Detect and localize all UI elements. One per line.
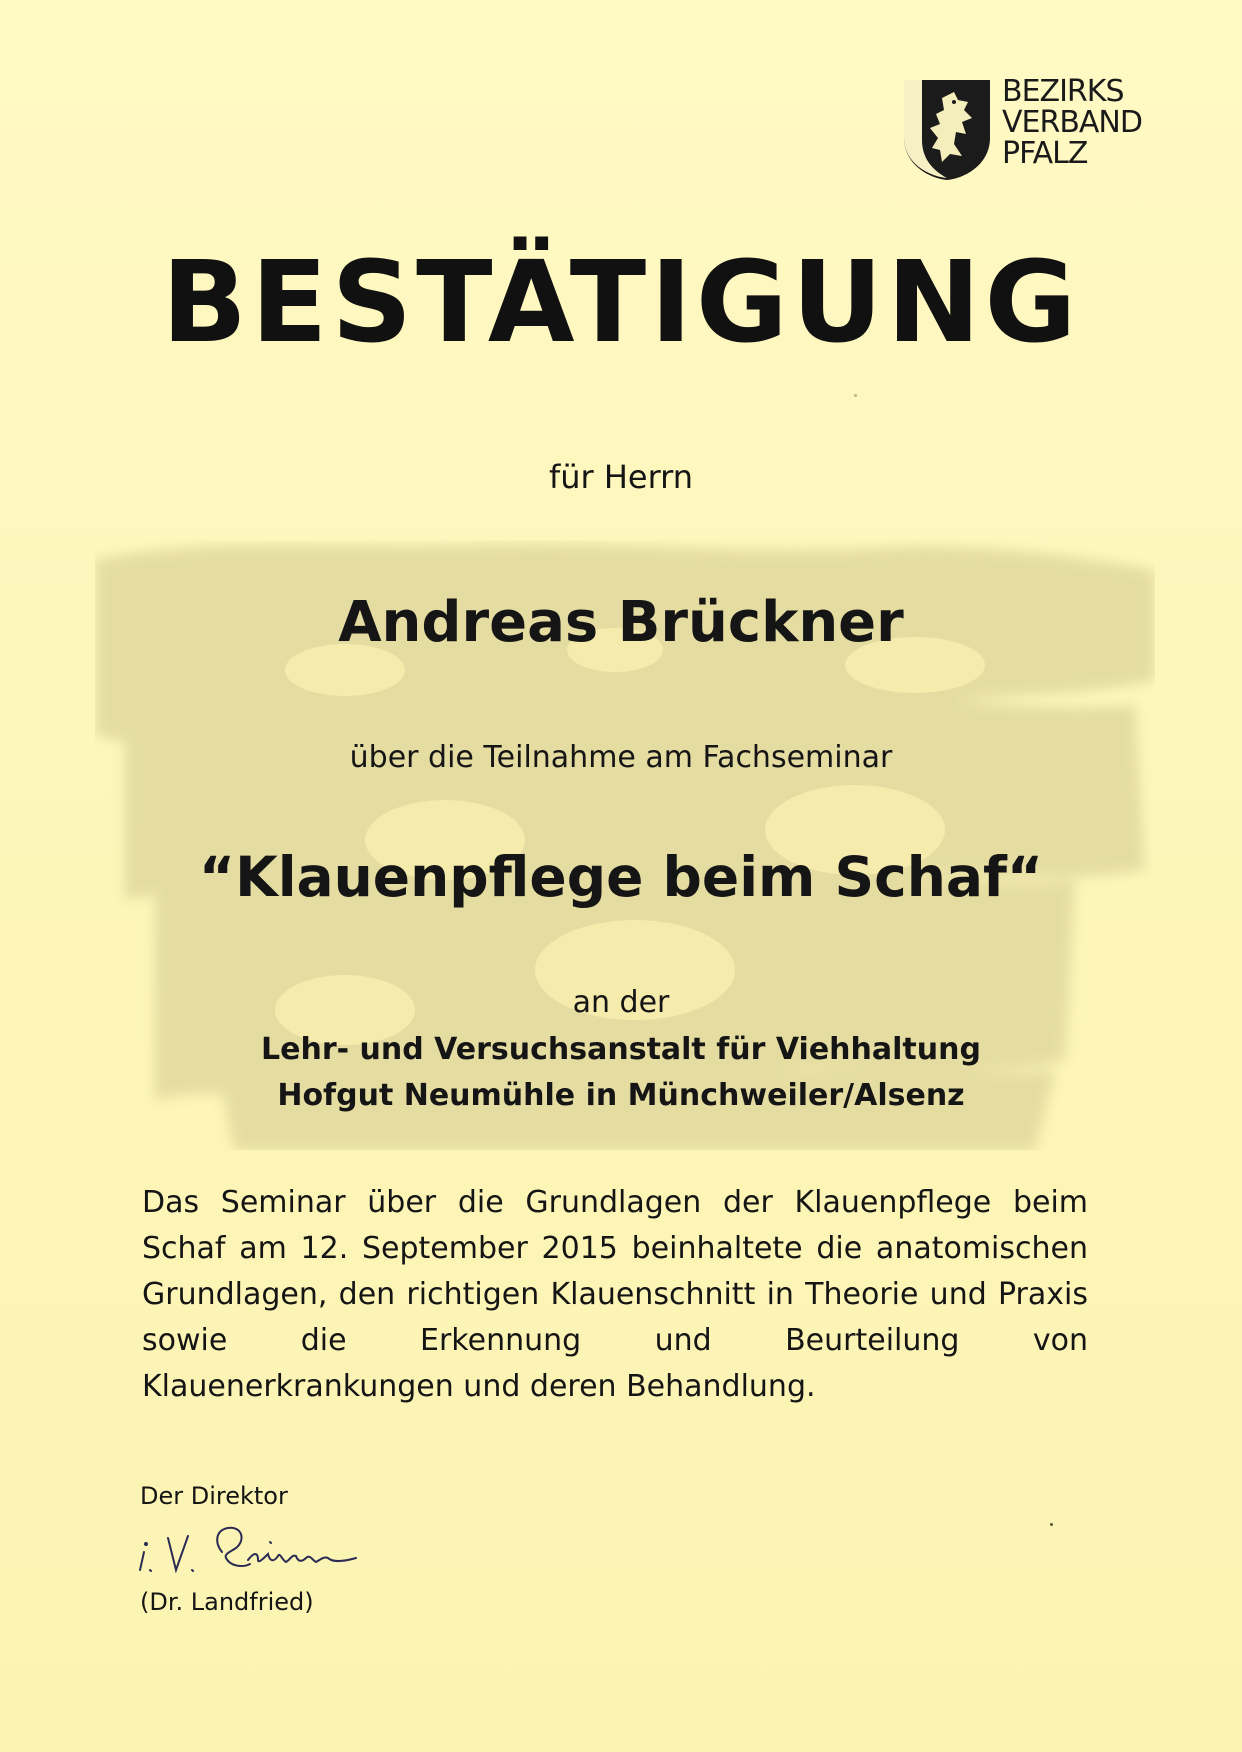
recipient-name: Andreas Brückner: [338, 590, 904, 655]
participation-text: über die Teilnahme am Fachseminar: [349, 740, 893, 775]
signatory-name: (Dr. Landfried): [140, 1588, 314, 1616]
logo-line-pfalz: PFALZ: [1002, 136, 1088, 171]
paper-speck: [854, 394, 857, 397]
seminar-title: “Klauenpflege beim Schaf“: [198, 845, 1044, 909]
certificate-title: BESTÄTIGUNG: [161, 238, 1081, 368]
at-text: an der: [572, 985, 670, 1020]
salutation: für Herrn: [548, 458, 694, 496]
handwritten-signature: [130, 1512, 370, 1582]
paper-speck: [1050, 1523, 1053, 1526]
logo-line-bezirks: BEZIRKS: [1002, 74, 1124, 109]
logo-line-verband: VERBAND: [1002, 105, 1142, 140]
bezirksverband-logo: [902, 76, 1162, 186]
lion-shield-icon: [902, 78, 992, 182]
institution-line-1: Lehr- und Versuchsanstalt für Viehhaltung: [261, 1032, 981, 1067]
signatory-role: Der Direktor: [140, 1482, 288, 1510]
institution-line-2: Hofgut Neumühle in Münchweiler/Alsenz: [277, 1078, 965, 1113]
seminar-description: Das Seminar über die Grundlagen der Klauenpflege beim Schaf am 12. September 2015 beinhaltete die anatomischen Grundlagen, den richtigen Klauenschnitt in Theorie und Praxis sowie die Erkennung und Beurteilung von Klauenerkrankungen und deren Behandlung.: [142, 1185, 1088, 1404]
